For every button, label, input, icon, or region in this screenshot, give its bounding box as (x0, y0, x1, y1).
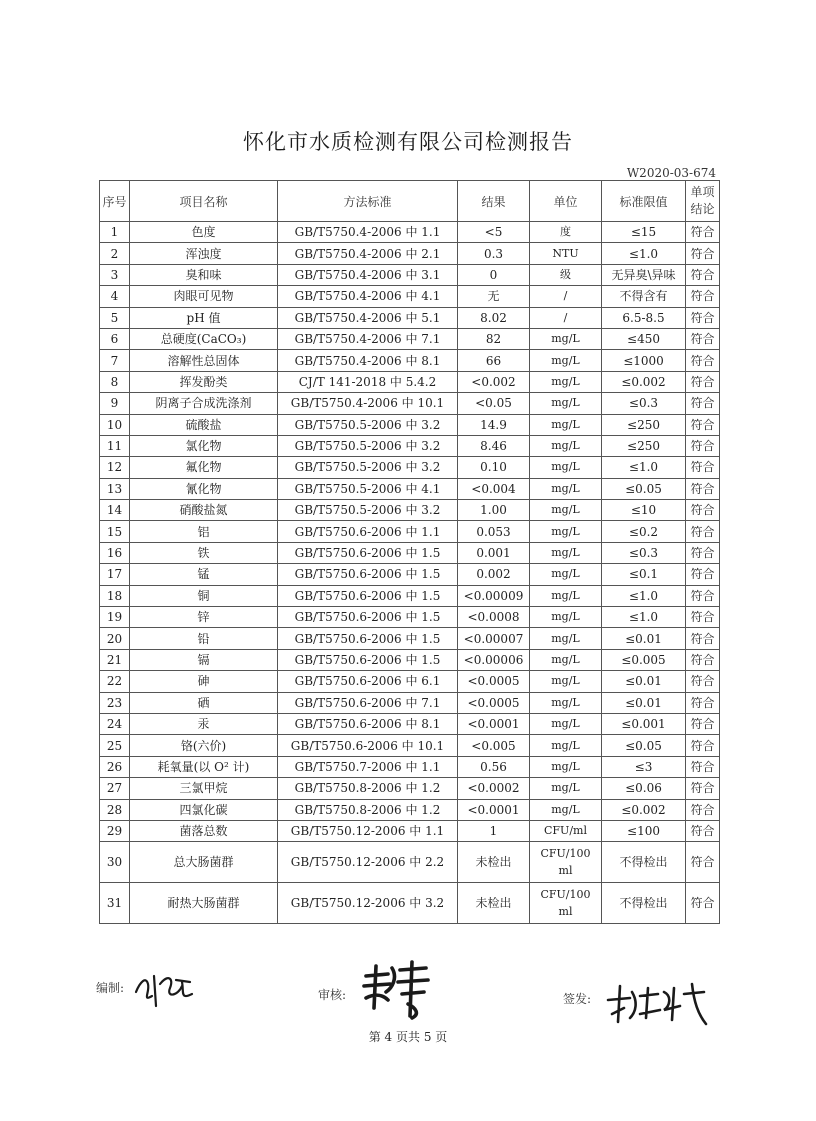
cell-seq: 24 (100, 713, 130, 734)
cell-method: GB/T5750.4-2006 中 5.1 (278, 307, 458, 328)
cell-verdict: 符合 (686, 799, 720, 820)
table-row (100, 628, 720, 649)
cell-name: 汞 (130, 713, 278, 734)
cell-seq: 3 (100, 264, 130, 285)
cell-method: GB/T5750.4-2006 中 2.1 (278, 243, 458, 264)
cell-method: GB/T5750.5-2006 中 3.2 (278, 435, 458, 456)
cell-result: 8.02 (458, 307, 530, 328)
cell-result: 1 (458, 820, 530, 841)
cell-unit: mg/L (530, 671, 602, 692)
cell-seq: 13 (100, 478, 130, 499)
cell-result: 0 (458, 264, 530, 285)
cell-seq: 8 (100, 371, 130, 392)
header-method: 方法标准 (278, 181, 458, 222)
cell-method: GB/T5750.6-2006 中 8.1 (278, 713, 458, 734)
cell-result: <0.00009 (458, 585, 530, 606)
table-row (100, 222, 720, 243)
cell-method: GB/T5750.4-2006 中 8.1 (278, 350, 458, 371)
cell-result: 82 (458, 328, 530, 349)
compiler-label: 编制: (96, 981, 125, 995)
cell-limit: ≤0.01 (602, 671, 686, 692)
table-row (100, 393, 720, 414)
reviewer-label: 审核: (318, 988, 347, 1002)
cell-result: 0.001 (458, 542, 530, 563)
cell-verdict: 符合 (686, 883, 720, 924)
report-title: 怀化市水质检测有限公司检测报告 (243, 130, 573, 154)
cell-seq: 21 (100, 649, 130, 670)
cell-verdict: 符合 (686, 478, 720, 499)
cell-name: 锰 (130, 564, 278, 585)
cell-unit: mg/L (530, 713, 602, 734)
cell-unit: mg/L (530, 435, 602, 456)
cell-method: GB/T5750.8-2006 中 1.2 (278, 778, 458, 799)
cell-limit: ≤1.0 (602, 585, 686, 606)
cell-method: GB/T5750.6-2006 中 1.5 (278, 564, 458, 585)
issuer-signature (600, 978, 712, 1030)
cell-unit: mg/L (530, 328, 602, 349)
cell-method: GB/T5750.6-2006 中 1.5 (278, 607, 458, 628)
cell-name: 砷 (130, 671, 278, 692)
cell-verdict: 符合 (686, 350, 720, 371)
cell-name: 铜 (130, 585, 278, 606)
cell-limit: ≤0.001 (602, 713, 686, 734)
header-limit: 标准限值 (602, 181, 686, 222)
cell-result: <0.0005 (458, 671, 530, 692)
cell-result: 8.46 (458, 435, 530, 456)
cell-method: GB/T5750.4-2006 中 7.1 (278, 328, 458, 349)
cell-verdict: 符合 (686, 286, 720, 307)
cell-limit: ≤1.0 (602, 607, 686, 628)
cell-limit: ≤0.01 (602, 628, 686, 649)
table-row (100, 883, 720, 924)
cell-method: CJ/T 141-2018 中 5.4.2 (278, 371, 458, 392)
cell-method: GB/T5750.5-2006 中 3.2 (278, 414, 458, 435)
cell-seq: 14 (100, 500, 130, 521)
cell-verdict: 符合 (686, 778, 720, 799)
cell-method: GB/T5750.6-2006 中 1.5 (278, 628, 458, 649)
table-row (100, 243, 720, 264)
cell-limit: 6.5-8.5 (602, 307, 686, 328)
table-row (100, 713, 720, 734)
cell-verdict: 符合 (686, 435, 720, 456)
cell-seq: 19 (100, 607, 130, 628)
cell-name: 总大肠菌群 (130, 842, 278, 883)
cell-result: <0.05 (458, 393, 530, 414)
table-row (100, 671, 720, 692)
cell-unit: NTU (530, 243, 602, 264)
table-header-row (100, 181, 720, 222)
page-info: 第 4 页共 5 页 (368, 1030, 448, 1044)
cell-limit: ≤450 (602, 328, 686, 349)
cell-verdict: 符合 (686, 820, 720, 841)
cell-method: GB/T5750.6-2006 中 6.1 (278, 671, 458, 692)
cell-limit: 无异臭\异味 (602, 264, 686, 285)
header-seq: 序号 (100, 181, 130, 222)
cell-limit: ≤1000 (602, 350, 686, 371)
cell-verdict: 符合 (686, 264, 720, 285)
cell-method: GB/T5750.6-2006 中 1.5 (278, 542, 458, 563)
cell-method: GB/T5750.5-2006 中 3.2 (278, 500, 458, 521)
cell-name: 铁 (130, 542, 278, 563)
cell-seq: 7 (100, 350, 130, 371)
cell-seq: 30 (100, 842, 130, 883)
cell-seq: 12 (100, 457, 130, 478)
cell-name: 硫酸盐 (130, 414, 278, 435)
cell-seq: 11 (100, 435, 130, 456)
table-row (100, 350, 720, 371)
cell-unit: mg/L (530, 628, 602, 649)
table-row (100, 820, 720, 841)
cell-result: 0.56 (458, 756, 530, 777)
cell-seq: 31 (100, 883, 130, 924)
issuer-label: 签发: (563, 992, 592, 1006)
cell-method: GB/T5750.4-2006 中 4.1 (278, 286, 458, 307)
cell-unit: mg/L (530, 500, 602, 521)
cell-name: 铝 (130, 521, 278, 542)
table-row (100, 328, 720, 349)
report-number: W2020-03-674 (626, 166, 716, 180)
table-row (100, 371, 720, 392)
cell-name: 溶解性总固体 (130, 350, 278, 371)
cell-name: 硝酸盐氮 (130, 500, 278, 521)
cell-method: GB/T5750.12-2006 中 1.1 (278, 820, 458, 841)
cell-verdict: 符合 (686, 500, 720, 521)
cell-method: GB/T5750.5-2006 中 3.2 (278, 457, 458, 478)
cell-result: <0.0001 (458, 713, 530, 734)
cell-limit: ≤1.0 (602, 457, 686, 478)
cell-result: <0.004 (458, 478, 530, 499)
cell-result: 14.9 (458, 414, 530, 435)
table-body (100, 222, 720, 924)
table-row (100, 264, 720, 285)
table-row (100, 500, 720, 521)
cell-limit: ≤0.002 (602, 371, 686, 392)
table-row (100, 286, 720, 307)
cell-result: <0.0008 (458, 607, 530, 628)
cell-name: 耐热大肠菌群 (130, 883, 278, 924)
cell-unit: mg/L (530, 393, 602, 414)
cell-name: 肉眼可见物 (130, 286, 278, 307)
cell-unit: mg/L (530, 778, 602, 799)
header-unit: 单位 (530, 181, 602, 222)
cell-result: <0.005 (458, 735, 530, 756)
cell-result: 0.053 (458, 521, 530, 542)
cell-method: GB/T5750.4-2006 中 3.1 (278, 264, 458, 285)
cell-seq: 1 (100, 222, 130, 243)
cell-verdict: 符合 (686, 628, 720, 649)
table-row (100, 521, 720, 542)
cell-limit: ≤0.3 (602, 393, 686, 414)
cell-name: pH 值 (130, 307, 278, 328)
cell-unit: mg/L (530, 756, 602, 777)
cell-unit: / (530, 307, 602, 328)
table-row (100, 435, 720, 456)
cell-name: 臭和味 (130, 264, 278, 285)
cell-method: GB/T5750.8-2006 中 1.2 (278, 799, 458, 820)
cell-limit: ≤0.002 (602, 799, 686, 820)
table-row (100, 457, 720, 478)
cell-result: 无 (458, 286, 530, 307)
cell-verdict: 符合 (686, 371, 720, 392)
cell-result: 0.002 (458, 564, 530, 585)
cell-seq: 15 (100, 521, 130, 542)
cell-method: GB/T5750.4-2006 中 10.1 (278, 393, 458, 414)
cell-seq: 17 (100, 564, 130, 585)
cell-result: <0.0001 (458, 799, 530, 820)
cell-unit: mg/L (530, 457, 602, 478)
cell-limit: 不得检出 (602, 842, 686, 883)
cell-result: <0.00007 (458, 628, 530, 649)
table-row (100, 649, 720, 670)
cell-seq: 9 (100, 393, 130, 414)
reviewer-signature (358, 958, 432, 1024)
header-name: 项目名称 (130, 181, 278, 222)
cell-unit: mg/L (530, 414, 602, 435)
table-row (100, 478, 720, 499)
cell-limit: ≤0.3 (602, 542, 686, 563)
cell-method: GB/T5750.4-2006 中 1.1 (278, 222, 458, 243)
cell-limit: ≤250 (602, 435, 686, 456)
cell-verdict: 符合 (686, 243, 720, 264)
cell-unit: CFU/ml (530, 820, 602, 841)
cell-name: 铅 (130, 628, 278, 649)
cell-seq: 22 (100, 671, 130, 692)
cell-limit: 不得检出 (602, 883, 686, 924)
results-table (99, 180, 720, 924)
table-row (100, 756, 720, 777)
cell-name: 耗氧量(以 O² 计) (130, 756, 278, 777)
cell-method: GB/T5750.6-2006 中 10.1 (278, 735, 458, 756)
cell-name: 总硬度(CaCO₃) (130, 328, 278, 349)
cell-limit: ≤0.1 (602, 564, 686, 585)
cell-name: 色度 (130, 222, 278, 243)
cell-limit: 不得含有 (602, 286, 686, 307)
cell-seq: 6 (100, 328, 130, 349)
cell-name: 铬(六价) (130, 735, 278, 756)
cell-verdict: 符合 (686, 328, 720, 349)
cell-name: 氟化物 (130, 457, 278, 478)
cell-limit: ≤0.2 (602, 521, 686, 542)
cell-method: GB/T5750.12-2006 中 3.2 (278, 883, 458, 924)
cell-method: GB/T5750.6-2006 中 1.5 (278, 649, 458, 670)
cell-unit: 度 (530, 222, 602, 243)
cell-verdict: 符合 (686, 735, 720, 756)
table-row (100, 585, 720, 606)
cell-result: 未检出 (458, 883, 530, 924)
cell-verdict: 符合 (686, 842, 720, 883)
cell-unit: mg/L (530, 564, 602, 585)
cell-verdict: 符合 (686, 692, 720, 713)
cell-unit: CFU/100 ml (530, 883, 602, 924)
cell-unit: mg/L (530, 542, 602, 563)
cell-result: 未检出 (458, 842, 530, 883)
cell-result: 1.00 (458, 500, 530, 521)
cell-name: 硒 (130, 692, 278, 713)
cell-verdict: 符合 (686, 671, 720, 692)
cell-unit: mg/L (530, 692, 602, 713)
cell-seq: 29 (100, 820, 130, 841)
cell-seq: 25 (100, 735, 130, 756)
cell-limit: ≤250 (602, 414, 686, 435)
cell-seq: 5 (100, 307, 130, 328)
cell-verdict: 符合 (686, 307, 720, 328)
cell-limit: ≤15 (602, 222, 686, 243)
cell-seq: 18 (100, 585, 130, 606)
cell-name: 四氯化碳 (130, 799, 278, 820)
table-row (100, 735, 720, 756)
cell-result: <5 (458, 222, 530, 243)
cell-unit: mg/L (530, 649, 602, 670)
cell-unit: mg/L (530, 521, 602, 542)
cell-seq: 23 (100, 692, 130, 713)
table-row (100, 692, 720, 713)
cell-unit: mg/L (530, 478, 602, 499)
table-row (100, 414, 720, 435)
table-row (100, 799, 720, 820)
cell-unit: mg/L (530, 607, 602, 628)
cell-name: 浑浊度 (130, 243, 278, 264)
cell-limit: ≤10 (602, 500, 686, 521)
cell-result: 0.3 (458, 243, 530, 264)
cell-verdict: 符合 (686, 393, 720, 414)
cell-seq: 16 (100, 542, 130, 563)
cell-limit: ≤0.005 (602, 649, 686, 670)
header-result: 结果 (458, 181, 530, 222)
compiler-signature (130, 962, 198, 1010)
cell-name: 三氯甲烷 (130, 778, 278, 799)
cell-unit: mg/L (530, 799, 602, 820)
cell-verdict: 符合 (686, 607, 720, 628)
cell-result: <0.0002 (458, 778, 530, 799)
cell-name: 阴离子合成洗涤剂 (130, 393, 278, 414)
table-row (100, 307, 720, 328)
cell-name: 氯化物 (130, 435, 278, 456)
cell-method: GB/T5750.5-2006 中 4.1 (278, 478, 458, 499)
cell-result: <0.002 (458, 371, 530, 392)
cell-verdict: 符合 (686, 521, 720, 542)
cell-limit: ≤0.01 (602, 692, 686, 713)
cell-limit: ≤1.0 (602, 243, 686, 264)
header-verdict: 单项结论 (686, 181, 720, 222)
cell-method: GB/T5750.6-2006 中 1.5 (278, 585, 458, 606)
cell-seq: 4 (100, 286, 130, 307)
cell-verdict: 符合 (686, 414, 720, 435)
cell-seq: 27 (100, 778, 130, 799)
table-row (100, 607, 720, 628)
cell-seq: 2 (100, 243, 130, 264)
cell-method: GB/T5750.12-2006 中 2.2 (278, 842, 458, 883)
cell-method: GB/T5750.6-2006 中 1.1 (278, 521, 458, 542)
cell-verdict: 符合 (686, 457, 720, 478)
cell-name: 氰化物 (130, 478, 278, 499)
cell-verdict: 符合 (686, 222, 720, 243)
cell-name: 挥发酚类 (130, 371, 278, 392)
cell-seq: 20 (100, 628, 130, 649)
cell-verdict: 符合 (686, 756, 720, 777)
cell-unit: mg/L (530, 371, 602, 392)
cell-result: 0.10 (458, 457, 530, 478)
cell-limit: ≤0.05 (602, 735, 686, 756)
cell-verdict: 符合 (686, 542, 720, 563)
table-row (100, 842, 720, 883)
cell-verdict: 符合 (686, 649, 720, 670)
cell-result: <0.0005 (458, 692, 530, 713)
cell-method: GB/T5750.6-2006 中 7.1 (278, 692, 458, 713)
cell-result: 66 (458, 350, 530, 371)
cell-seq: 26 (100, 756, 130, 777)
cell-unit: 级 (530, 264, 602, 285)
cell-limit: ≤0.05 (602, 478, 686, 499)
cell-unit: mg/L (530, 585, 602, 606)
cell-result: <0.00006 (458, 649, 530, 670)
cell-seq: 10 (100, 414, 130, 435)
cell-verdict: 符合 (686, 713, 720, 734)
cell-name: 镉 (130, 649, 278, 670)
cell-verdict: 符合 (686, 585, 720, 606)
cell-method: GB/T5750.7-2006 中 1.1 (278, 756, 458, 777)
cell-name: 锌 (130, 607, 278, 628)
table-row (100, 542, 720, 563)
cell-name: 菌落总数 (130, 820, 278, 841)
cell-unit: / (530, 286, 602, 307)
cell-unit: mg/L (530, 735, 602, 756)
table-row (100, 778, 720, 799)
cell-verdict: 符合 (686, 564, 720, 585)
cell-unit: CFU/100 ml (530, 842, 602, 883)
cell-seq: 28 (100, 799, 130, 820)
cell-unit: mg/L (530, 350, 602, 371)
cell-limit: ≤100 (602, 820, 686, 841)
table-row (100, 564, 720, 585)
cell-limit: ≤0.06 (602, 778, 686, 799)
cell-limit: ≤3 (602, 756, 686, 777)
